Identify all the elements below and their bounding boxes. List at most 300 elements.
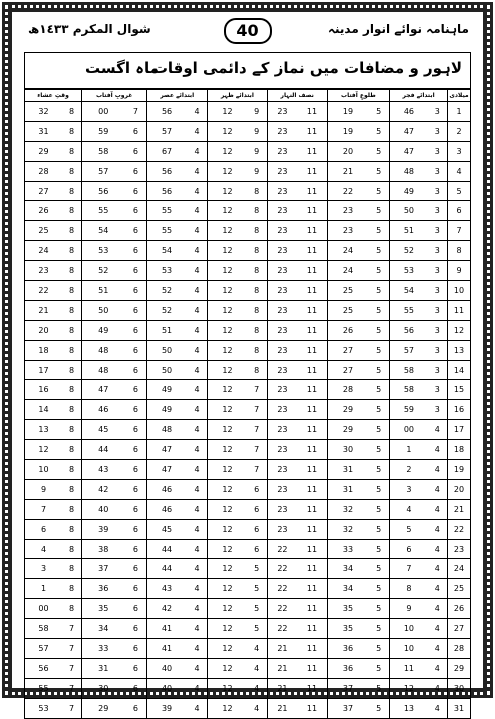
minute-cell: 55 bbox=[25, 678, 62, 698]
hour-cell: 11 bbox=[297, 599, 327, 619]
hour-cell: 4 bbox=[187, 440, 208, 460]
col-isha: وقتِ عشاء bbox=[25, 89, 82, 102]
minute-cell: 59 bbox=[82, 121, 125, 141]
hour-cell: 4 bbox=[428, 639, 448, 659]
hour-cell: 5 bbox=[368, 201, 389, 221]
minute-cell: 23 bbox=[267, 281, 297, 301]
minute-cell: 23 bbox=[267, 161, 297, 181]
hour-cell: 11 bbox=[297, 141, 327, 161]
hour-cell: 3 bbox=[428, 360, 448, 380]
date-cell: 15 bbox=[448, 380, 471, 400]
minute-cell: 23 bbox=[267, 360, 297, 380]
minute-cell: 12 bbox=[208, 639, 247, 659]
minute-cell: 22 bbox=[267, 579, 297, 599]
hour-cell: 8 bbox=[62, 420, 82, 440]
minute-cell: 32 bbox=[25, 102, 62, 122]
minute-cell: 54 bbox=[147, 241, 187, 261]
minute-cell: 40 bbox=[147, 658, 187, 678]
col-date: میلادی bbox=[448, 89, 471, 102]
hour-cell: 4 bbox=[428, 619, 448, 639]
hour-cell: 9 bbox=[247, 121, 267, 141]
minute-cell: 35 bbox=[327, 619, 368, 639]
minute-cell: 23 bbox=[267, 300, 297, 320]
hour-cell: 4 bbox=[187, 519, 208, 539]
hour-cell: 4 bbox=[428, 499, 448, 519]
date-cell: 2 bbox=[448, 121, 471, 141]
minute-cell: 57 bbox=[82, 161, 125, 181]
minute-cell: 39 bbox=[82, 519, 125, 539]
minute-cell: 12 bbox=[390, 678, 428, 698]
table-row bbox=[25, 619, 471, 639]
hour-cell: 6 bbox=[124, 241, 146, 261]
hour-cell: 5 bbox=[368, 460, 389, 480]
table-row bbox=[25, 141, 471, 161]
minute-cell: 47 bbox=[147, 460, 187, 480]
col-noon: نصف النہار bbox=[267, 89, 327, 102]
hour-cell: 5 bbox=[368, 281, 389, 301]
hour-cell: 3 bbox=[428, 181, 448, 201]
hour-cell: 11 bbox=[297, 678, 327, 698]
minute-cell: 46 bbox=[147, 479, 187, 499]
hour-cell: 4 bbox=[187, 241, 208, 261]
hour-cell: 8 bbox=[62, 121, 82, 141]
hour-cell: 11 bbox=[297, 340, 327, 360]
hour-cell: 7 bbox=[247, 400, 267, 420]
date-cell: 12 bbox=[448, 320, 471, 340]
minute-cell: 12 bbox=[208, 479, 247, 499]
minute-cell: 23 bbox=[267, 479, 297, 499]
hour-cell: 8 bbox=[62, 440, 82, 460]
minute-cell: 12 bbox=[208, 121, 247, 141]
minute-cell: 31 bbox=[25, 121, 62, 141]
minute-cell: 1 bbox=[25, 579, 62, 599]
minute-cell: 23 bbox=[267, 141, 297, 161]
hour-cell: 8 bbox=[62, 340, 82, 360]
hour-cell: 5 bbox=[368, 519, 389, 539]
hour-cell: 5 bbox=[247, 579, 267, 599]
hour-cell: 6 bbox=[124, 658, 146, 678]
hour-cell: 11 bbox=[297, 221, 327, 241]
hour-cell: 5 bbox=[368, 102, 389, 122]
table-row bbox=[25, 678, 471, 698]
minute-cell: 29 bbox=[25, 141, 62, 161]
hour-cell: 5 bbox=[368, 340, 389, 360]
minute-cell: 26 bbox=[25, 201, 62, 221]
hour-cell: 11 bbox=[297, 440, 327, 460]
hour-cell: 4 bbox=[428, 678, 448, 698]
minute-cell: 12 bbox=[208, 360, 247, 380]
minute-cell: 7 bbox=[390, 559, 428, 579]
minute-cell: 3 bbox=[390, 479, 428, 499]
hour-cell: 5 bbox=[368, 639, 389, 659]
minute-cell: 57 bbox=[390, 340, 428, 360]
hour-cell: 8 bbox=[62, 519, 82, 539]
minute-cell: 22 bbox=[267, 539, 297, 559]
hour-cell: 8 bbox=[247, 300, 267, 320]
table-row bbox=[25, 201, 471, 221]
minute-cell: 12 bbox=[208, 678, 247, 698]
hour-cell: 6 bbox=[124, 380, 146, 400]
date-cell: 24 bbox=[448, 559, 471, 579]
minute-cell: 12 bbox=[208, 300, 247, 320]
minute-cell: 8 bbox=[390, 579, 428, 599]
date-cell: 25 bbox=[448, 579, 471, 599]
hour-cell: 4 bbox=[187, 639, 208, 659]
minute-cell: 44 bbox=[147, 539, 187, 559]
hour-cell: 4 bbox=[428, 440, 448, 460]
table-header-row bbox=[25, 89, 471, 102]
hour-cell: 4 bbox=[187, 539, 208, 559]
date-cell: 18 bbox=[448, 440, 471, 460]
minute-cell: 22 bbox=[267, 559, 297, 579]
page-number: 40 bbox=[224, 18, 272, 44]
hour-cell: 8 bbox=[247, 181, 267, 201]
hour-cell: 7 bbox=[62, 678, 82, 698]
hour-cell: 3 bbox=[428, 340, 448, 360]
minute-cell: 67 bbox=[147, 141, 187, 161]
hour-cell: 6 bbox=[124, 300, 146, 320]
minute-cell: 23 bbox=[267, 420, 297, 440]
minute-cell: 39 bbox=[147, 698, 187, 718]
hour-cell: 6 bbox=[124, 479, 146, 499]
minute-cell: 33 bbox=[327, 539, 368, 559]
hour-cell: 7 bbox=[62, 639, 82, 659]
minute-cell: 56 bbox=[147, 161, 187, 181]
table-row bbox=[25, 340, 471, 360]
minute-cell: 12 bbox=[208, 420, 247, 440]
minute-cell: 18 bbox=[25, 340, 62, 360]
minute-cell: 56 bbox=[25, 658, 62, 678]
issue-date: شوال المکرم ١٤٣٣ھ bbox=[28, 22, 151, 36]
hour-cell: 5 bbox=[368, 380, 389, 400]
hour-cell: 11 bbox=[297, 400, 327, 420]
minute-cell: 00 bbox=[82, 102, 125, 122]
table-row bbox=[25, 420, 471, 440]
minute-cell: 58 bbox=[390, 360, 428, 380]
minute-cell: 27 bbox=[327, 340, 368, 360]
minute-cell: 43 bbox=[82, 460, 125, 480]
minute-cell: 21 bbox=[327, 161, 368, 181]
hour-cell: 11 bbox=[297, 161, 327, 181]
minute-cell: 26 bbox=[327, 320, 368, 340]
date-cell: 20 bbox=[448, 479, 471, 499]
hour-cell: 6 bbox=[124, 360, 146, 380]
minute-cell: 22 bbox=[327, 181, 368, 201]
minute-cell: 47 bbox=[147, 440, 187, 460]
minute-cell: 45 bbox=[82, 420, 125, 440]
hour-cell: 5 bbox=[368, 440, 389, 460]
hour-cell: 6 bbox=[124, 579, 146, 599]
hour-cell: 8 bbox=[62, 499, 82, 519]
minute-cell: 37 bbox=[327, 698, 368, 718]
hour-cell: 11 bbox=[297, 579, 327, 599]
hour-cell: 4 bbox=[187, 261, 208, 281]
minute-cell: 23 bbox=[267, 241, 297, 261]
date-cell: 22 bbox=[448, 519, 471, 539]
hour-cell: 4 bbox=[247, 678, 267, 698]
hour-cell: 3 bbox=[428, 141, 448, 161]
hour-cell: 8 bbox=[62, 479, 82, 499]
hour-cell: 5 bbox=[368, 579, 389, 599]
hour-cell: 11 bbox=[297, 460, 327, 480]
table-row bbox=[25, 460, 471, 480]
hour-cell: 11 bbox=[297, 479, 327, 499]
table-row bbox=[25, 440, 471, 460]
minute-cell: 55 bbox=[82, 201, 125, 221]
minute-cell: 23 bbox=[267, 261, 297, 281]
minute-cell: 25 bbox=[25, 221, 62, 241]
minute-cell: 57 bbox=[25, 639, 62, 659]
minute-cell: 24 bbox=[327, 261, 368, 281]
minute-cell: 12 bbox=[208, 340, 247, 360]
hour-cell: 3 bbox=[428, 300, 448, 320]
hour-cell: 5 bbox=[368, 121, 389, 141]
hour-cell: 6 bbox=[124, 559, 146, 579]
hour-cell: 11 bbox=[297, 320, 327, 340]
minute-cell: 23 bbox=[267, 519, 297, 539]
hour-cell: 9 bbox=[247, 102, 267, 122]
hour-cell: 6 bbox=[124, 340, 146, 360]
hour-cell: 4 bbox=[247, 658, 267, 678]
hour-cell: 7 bbox=[247, 380, 267, 400]
table-row bbox=[25, 102, 471, 122]
hour-cell: 11 bbox=[297, 201, 327, 221]
minute-cell: 43 bbox=[147, 579, 187, 599]
hour-cell: 8 bbox=[62, 161, 82, 181]
hour-cell: 4 bbox=[428, 479, 448, 499]
minute-cell: 52 bbox=[147, 281, 187, 301]
minute-cell: 51 bbox=[82, 281, 125, 301]
hour-cell: 8 bbox=[62, 380, 82, 400]
minute-cell: 1 bbox=[390, 440, 428, 460]
minute-cell: 23 bbox=[267, 499, 297, 519]
col-sunrise: طلوعِ آفتاب bbox=[327, 89, 389, 102]
minute-cell: 12 bbox=[208, 559, 247, 579]
minute-cell: 12 bbox=[208, 698, 247, 718]
minute-cell: 35 bbox=[327, 599, 368, 619]
minute-cell: 56 bbox=[82, 181, 125, 201]
hour-cell: 4 bbox=[187, 121, 208, 141]
minute-cell: 16 bbox=[25, 380, 62, 400]
page-header bbox=[22, 16, 473, 44]
hour-cell: 8 bbox=[62, 559, 82, 579]
minute-cell: 22 bbox=[267, 599, 297, 619]
minute-cell: 50 bbox=[390, 201, 428, 221]
hour-cell: 8 bbox=[247, 261, 267, 281]
minute-cell: 6 bbox=[390, 539, 428, 559]
hour-cell: 3 bbox=[428, 201, 448, 221]
hour-cell: 6 bbox=[124, 281, 146, 301]
minute-cell: 28 bbox=[327, 380, 368, 400]
hour-cell: 4 bbox=[428, 559, 448, 579]
minute-cell: 32 bbox=[327, 519, 368, 539]
hour-cell: 8 bbox=[62, 141, 82, 161]
table-row bbox=[25, 360, 471, 380]
minute-cell: 48 bbox=[82, 340, 125, 360]
hour-cell: 5 bbox=[247, 599, 267, 619]
minute-cell: 12 bbox=[208, 320, 247, 340]
minute-cell: 23 bbox=[267, 221, 297, 241]
hour-cell: 11 bbox=[297, 698, 327, 718]
date-cell: 9 bbox=[448, 261, 471, 281]
hour-cell: 5 bbox=[368, 241, 389, 261]
hour-cell: 11 bbox=[297, 380, 327, 400]
minute-cell: 10 bbox=[25, 460, 62, 480]
minute-cell: 12 bbox=[208, 619, 247, 639]
minute-cell: 55 bbox=[390, 300, 428, 320]
minute-cell: 53 bbox=[147, 261, 187, 281]
date-cell: 1 bbox=[448, 102, 471, 122]
minute-cell: 24 bbox=[327, 241, 368, 261]
table-row bbox=[25, 400, 471, 420]
hour-cell: 6 bbox=[124, 181, 146, 201]
hour-cell: 5 bbox=[368, 300, 389, 320]
hour-cell: 8 bbox=[62, 201, 82, 221]
hour-cell: 9 bbox=[247, 141, 267, 161]
hour-cell: 8 bbox=[62, 360, 82, 380]
minute-cell: 23 bbox=[267, 400, 297, 420]
minute-cell: 5 bbox=[390, 519, 428, 539]
minute-cell: 53 bbox=[25, 698, 62, 718]
minute-cell: 40 bbox=[147, 678, 187, 698]
hour-cell: 4 bbox=[187, 599, 208, 619]
hour-cell: 7 bbox=[62, 658, 82, 678]
minute-cell: 54 bbox=[390, 281, 428, 301]
table-row bbox=[25, 380, 471, 400]
minute-cell: 9 bbox=[390, 599, 428, 619]
hour-cell: 6 bbox=[247, 539, 267, 559]
date-cell: 28 bbox=[448, 639, 471, 659]
hour-cell: 6 bbox=[124, 519, 146, 539]
hour-cell: 11 bbox=[297, 261, 327, 281]
minute-cell: 13 bbox=[25, 420, 62, 440]
minute-cell: 21 bbox=[25, 300, 62, 320]
hour-cell: 8 bbox=[247, 360, 267, 380]
minute-cell: 20 bbox=[25, 320, 62, 340]
hour-cell: 6 bbox=[124, 639, 146, 659]
date-cell: 3 bbox=[448, 141, 471, 161]
table-row bbox=[25, 519, 471, 539]
table-row bbox=[25, 241, 471, 261]
hour-cell: 6 bbox=[124, 440, 146, 460]
hour-cell: 5 bbox=[368, 559, 389, 579]
hour-cell: 3 bbox=[428, 281, 448, 301]
hour-cell: 4 bbox=[187, 678, 208, 698]
minute-cell: 12 bbox=[208, 241, 247, 261]
table-row bbox=[25, 599, 471, 619]
hour-cell: 5 bbox=[368, 479, 389, 499]
hour-cell: 4 bbox=[428, 420, 448, 440]
minute-cell: 35 bbox=[82, 599, 125, 619]
date-cell: 27 bbox=[448, 619, 471, 639]
minute-cell: 44 bbox=[82, 440, 125, 460]
hour-cell: 5 bbox=[368, 320, 389, 340]
minute-cell: 23 bbox=[267, 340, 297, 360]
hour-cell: 4 bbox=[187, 360, 208, 380]
hour-cell: 4 bbox=[187, 579, 208, 599]
minute-cell: 50 bbox=[147, 340, 187, 360]
date-cell: 4 bbox=[448, 161, 471, 181]
minute-cell: 22 bbox=[267, 619, 297, 639]
magazine-name: ماہنامہ نوائے انوار مدینہ bbox=[327, 22, 469, 36]
minute-cell: 19 bbox=[327, 102, 368, 122]
hour-cell: 8 bbox=[62, 281, 82, 301]
minute-cell: 30 bbox=[327, 440, 368, 460]
hour-cell: 4 bbox=[187, 320, 208, 340]
hour-cell: 7 bbox=[62, 698, 82, 718]
hour-cell: 5 bbox=[368, 599, 389, 619]
hour-cell: 4 bbox=[428, 460, 448, 480]
minute-cell: 40 bbox=[82, 499, 125, 519]
minute-cell: 42 bbox=[147, 599, 187, 619]
minute-cell: 12 bbox=[208, 221, 247, 241]
month-title: ماہ اگست bbox=[85, 59, 159, 77]
date-cell: 16 bbox=[448, 400, 471, 420]
hour-cell: 4 bbox=[428, 579, 448, 599]
hour-cell: 4 bbox=[187, 400, 208, 420]
date-cell: 6 bbox=[448, 201, 471, 221]
minute-cell: 12 bbox=[208, 380, 247, 400]
hour-cell: 6 bbox=[124, 599, 146, 619]
minute-cell: 47 bbox=[390, 141, 428, 161]
hour-cell: 5 bbox=[368, 221, 389, 241]
minute-cell: 23 bbox=[267, 460, 297, 480]
hour-cell: 4 bbox=[187, 181, 208, 201]
col-zuhr: ابتدائے ظہر bbox=[208, 89, 267, 102]
minute-cell: 14 bbox=[25, 400, 62, 420]
table-row bbox=[25, 579, 471, 599]
minute-cell: 12 bbox=[208, 599, 247, 619]
minute-cell: 23 bbox=[327, 221, 368, 241]
table-row bbox=[25, 499, 471, 519]
hour-cell: 11 bbox=[297, 300, 327, 320]
minute-cell: 12 bbox=[208, 658, 247, 678]
minute-cell: 56 bbox=[390, 320, 428, 340]
minute-cell: 12 bbox=[208, 519, 247, 539]
table-row bbox=[25, 181, 471, 201]
minute-cell: 46 bbox=[147, 499, 187, 519]
hour-cell: 8 bbox=[62, 221, 82, 241]
table-row bbox=[25, 261, 471, 281]
minute-cell: 3 bbox=[25, 559, 62, 579]
minute-cell: 23 bbox=[267, 121, 297, 141]
hour-cell: 5 bbox=[368, 161, 389, 181]
hour-cell: 6 bbox=[124, 221, 146, 241]
hour-cell: 8 bbox=[62, 300, 82, 320]
minute-cell: 38 bbox=[82, 539, 125, 559]
minute-cell: 10 bbox=[390, 619, 428, 639]
minute-cell: 12 bbox=[208, 261, 247, 281]
hour-cell: 8 bbox=[62, 400, 82, 420]
minute-cell: 46 bbox=[390, 102, 428, 122]
minute-cell: 12 bbox=[208, 141, 247, 161]
minute-cell: 34 bbox=[327, 559, 368, 579]
minute-cell: 24 bbox=[25, 241, 62, 261]
minute-cell: 12 bbox=[208, 161, 247, 181]
hour-cell: 11 bbox=[297, 102, 327, 122]
hour-cell: 5 bbox=[368, 181, 389, 201]
table-row bbox=[25, 221, 471, 241]
minute-cell: 55 bbox=[147, 221, 187, 241]
hour-cell: 8 bbox=[62, 539, 82, 559]
minute-cell: 55 bbox=[147, 201, 187, 221]
minute-cell: 37 bbox=[327, 678, 368, 698]
minute-cell: 21 bbox=[267, 698, 297, 718]
date-cell: 19 bbox=[448, 460, 471, 480]
hour-cell: 6 bbox=[124, 320, 146, 340]
minute-cell: 49 bbox=[147, 380, 187, 400]
minute-cell: 54 bbox=[82, 221, 125, 241]
